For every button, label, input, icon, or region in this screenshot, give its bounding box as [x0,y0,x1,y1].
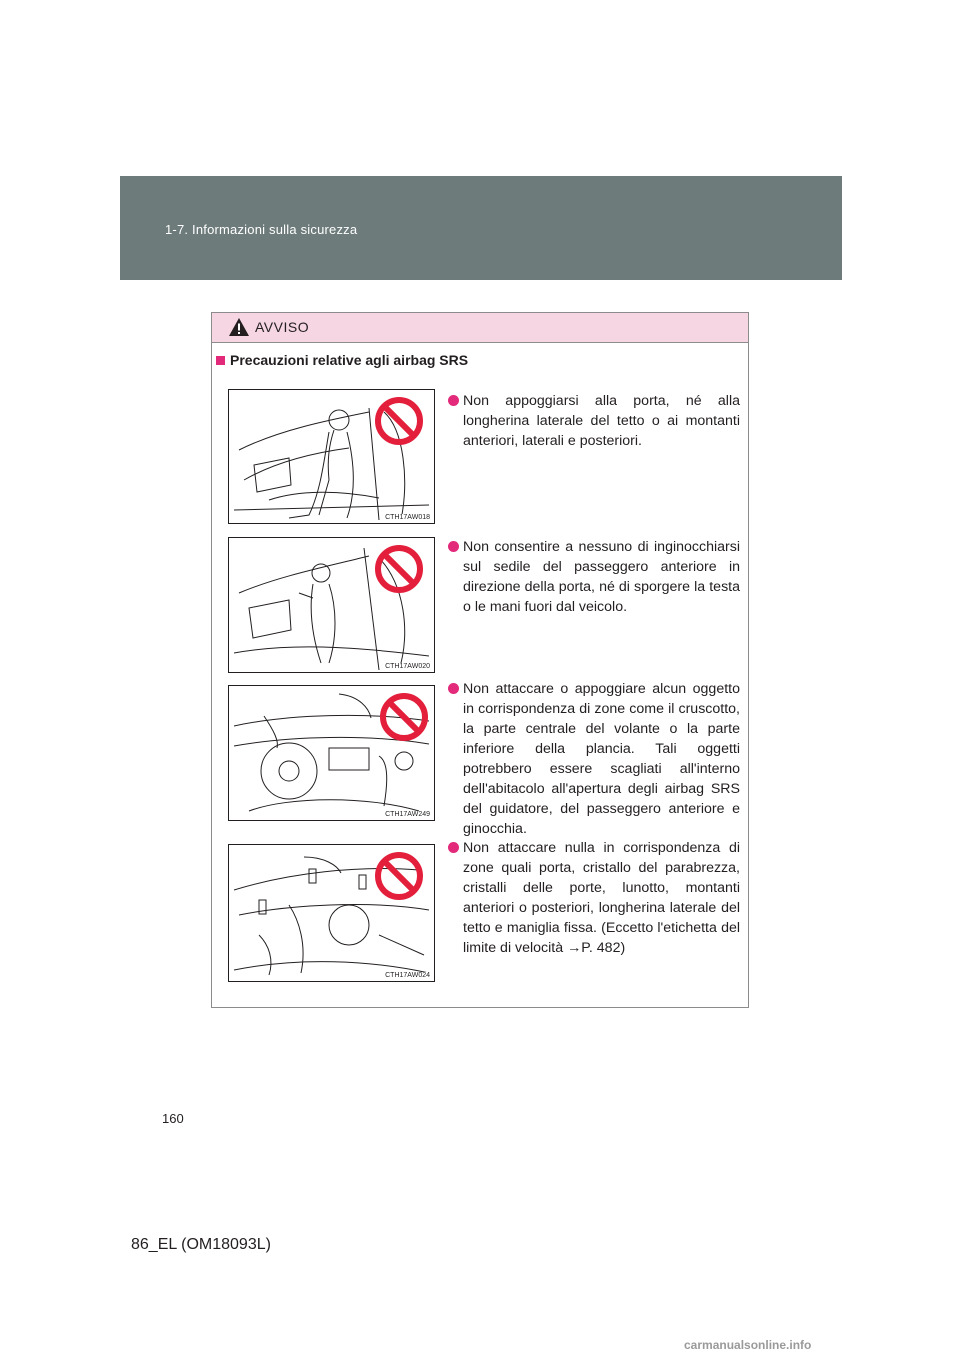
bullet-dot [448,683,459,694]
warning-subheading [216,352,468,368]
warning-label: AVVISO [255,319,310,335]
bullet-item-3 [448,679,740,839]
bullet-text: Non attaccare o appoggiare alcun oggetto in corrispondenza di zone come il cruscotto, la parte centrale del volante o la parte inferiore della plancia. Tali oggetti potrebbero essere scagliati all'interno dell'abitacolo all'apertura degli airbag SRS del guidatore, del passeggero anteriore e ginocchia. [463,681,740,837]
warning-triangle-icon [228,317,250,337]
illustration-4 [228,844,435,982]
prohibited-icon [379,692,429,742]
illustration-3 [228,685,435,821]
bullet-dot [448,395,459,406]
image-code: CTH17AW249 [385,811,430,818]
illustration-2 [228,537,435,673]
square-bullet-icon [216,356,225,365]
bullet-dot [448,541,459,552]
bullet-text: Non consentire a nessuno di inginocchiarsi sul sedile del passeggero anteriore in direzione della porta, né di sporgere la testa o le mani fuori dal veicolo. [463,539,740,615]
subheading-text: Precauzioni relative agli airbag SRS [230,352,469,368]
watermark: carmanualsonline.info [684,1338,812,1352]
image-code: CTH17AW018 [385,514,430,521]
image-code: CTH17AW020 [385,663,430,670]
page-number: 160 [162,1111,184,1126]
image-code: CTH17AW024 [385,972,430,979]
illustration-1 [228,389,435,524]
bullet-dot [448,842,459,853]
bullet-item-2 [448,537,740,617]
bullet-item-1 [448,391,740,451]
warning-box [211,312,749,1008]
prohibited-icon [374,544,424,594]
document-id: 86_EL (OM18093L) [131,1236,271,1253]
section-title: 1-7. Informazioni sulla sicurezza [165,222,358,237]
prohibited-icon [374,851,424,901]
bullet-text: Non attaccare nulla in corrispondenza di zone quali porta, cristallo del parabrezza, cristalli delle porte, lunotto, montanti anteriori o posteriori, longherina laterale del tetto e maniglia fissa. (Eccetto l'etichetta del limite di velocità →P. 482) [463,840,740,956]
warning-header [212,313,748,343]
bullet-item-4 [448,838,740,958]
bullet-text: Non appoggiarsi alla porta, né alla longherina laterale del tetto o ai montanti anteriori, laterali e posteriori. [463,393,740,449]
prohibited-icon [374,396,424,446]
